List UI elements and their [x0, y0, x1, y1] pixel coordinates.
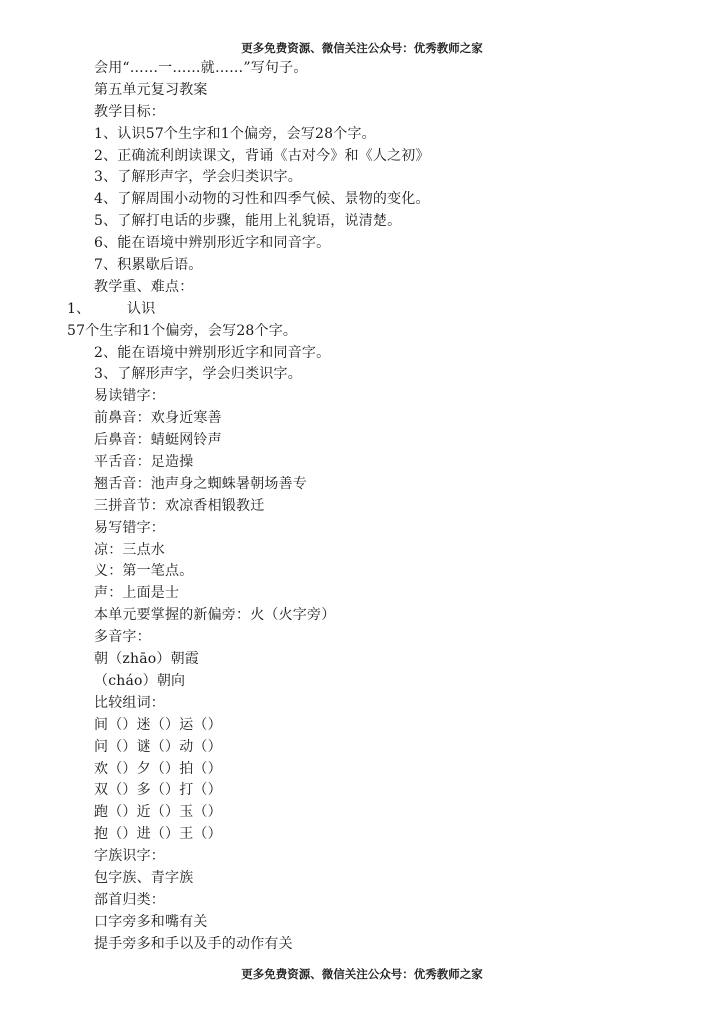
text-line: 多音字：	[94, 629, 151, 646]
text-line: 5、了解打电话的步骤，能用上礼貌语，说清楚。	[94, 213, 402, 230]
text-line: 57个生字和1个偏旁，会写28个字。	[67, 322, 298, 339]
text-line: 包字族、青字族	[94, 869, 194, 886]
text-line: 2、正确流利朗读课文，背诵《古对今》和《人之初》	[94, 147, 430, 164]
numbered-line	[0, 299, 724, 321]
page-header: 更多免费资源、微信关注公众号：优秀教师之家	[241, 41, 483, 55]
text-line: 2、能在语境中辨别形近字和同音字。	[94, 344, 331, 361]
text-line: 比较组词：	[94, 694, 165, 711]
text-line: 前鼻音：欢身近寒善	[94, 410, 222, 427]
text-line: 朝（zhāo）朝霞	[94, 651, 199, 668]
text-line: 欢（）夕（）拍（）	[94, 760, 222, 777]
text-line: 口字旁多和嘴有关	[94, 913, 208, 930]
text-line: 6、能在语境中辨别形近字和同音字。	[94, 235, 331, 252]
text-line: 义：第一笔点。	[94, 563, 194, 580]
text-line: 1、认识57个生字和1个偏旁，会写28个字。	[94, 125, 376, 142]
text-line: 凉：三点水	[94, 541, 165, 558]
text-line: 后鼻音：蜻蜓网铃声	[94, 432, 222, 449]
text-line: 本单元要掌握的新偏旁：火（火字旁）	[94, 607, 336, 624]
text-line: 教学重、难点：	[94, 278, 194, 295]
document-body	[0, 58, 724, 956]
text-line: 易写错字：	[94, 519, 165, 536]
text-line: 翘舌音：池声身之蜘蛛暑朝场善专	[94, 475, 307, 492]
text-line: 双（）多（）打（）	[94, 782, 222, 799]
text-line: 字族识字：	[94, 848, 165, 865]
text-line: 部首归类：	[94, 891, 165, 908]
text-line: 教学目标：	[94, 103, 165, 120]
text-line: 7、积累歇后语。	[94, 257, 203, 274]
text-line: 问（）谜（）动（）	[94, 738, 222, 755]
text-line: 易读错字：	[94, 388, 165, 405]
text-line: 4、了解周围小动物的习性和四季气候、景物的变化。	[94, 191, 430, 208]
text-line: 3、了解形声字，学会归类识字。	[94, 169, 302, 186]
text-line: 三拼音节：欢凉香相锻教迁	[94, 497, 265, 514]
section-title: 第五单元复习教案	[94, 81, 208, 98]
list-number: 1、	[67, 300, 91, 317]
text-line: 提手旁多和手以及手的动作有关	[94, 935, 293, 952]
text-line: 声：上面是士	[94, 585, 180, 602]
text-line: 3、了解形声字，学会归类识字。	[94, 366, 302, 383]
text-line: 抱（）进（）王（）	[94, 826, 222, 843]
text-line: 平舌音：足造操	[94, 454, 194, 471]
text-line: 跑（）近（）玉（）	[94, 804, 222, 821]
text-line: 会用“……一……就……”写句子。	[94, 60, 308, 76]
text-line: 间（）迷（）运（）	[94, 716, 222, 733]
page-footer: 更多免费资源、微信关注公众号：优秀教师之家	[241, 967, 483, 981]
text-line: （cháo）朝向	[94, 672, 186, 689]
list-text: 认识	[127, 300, 156, 317]
